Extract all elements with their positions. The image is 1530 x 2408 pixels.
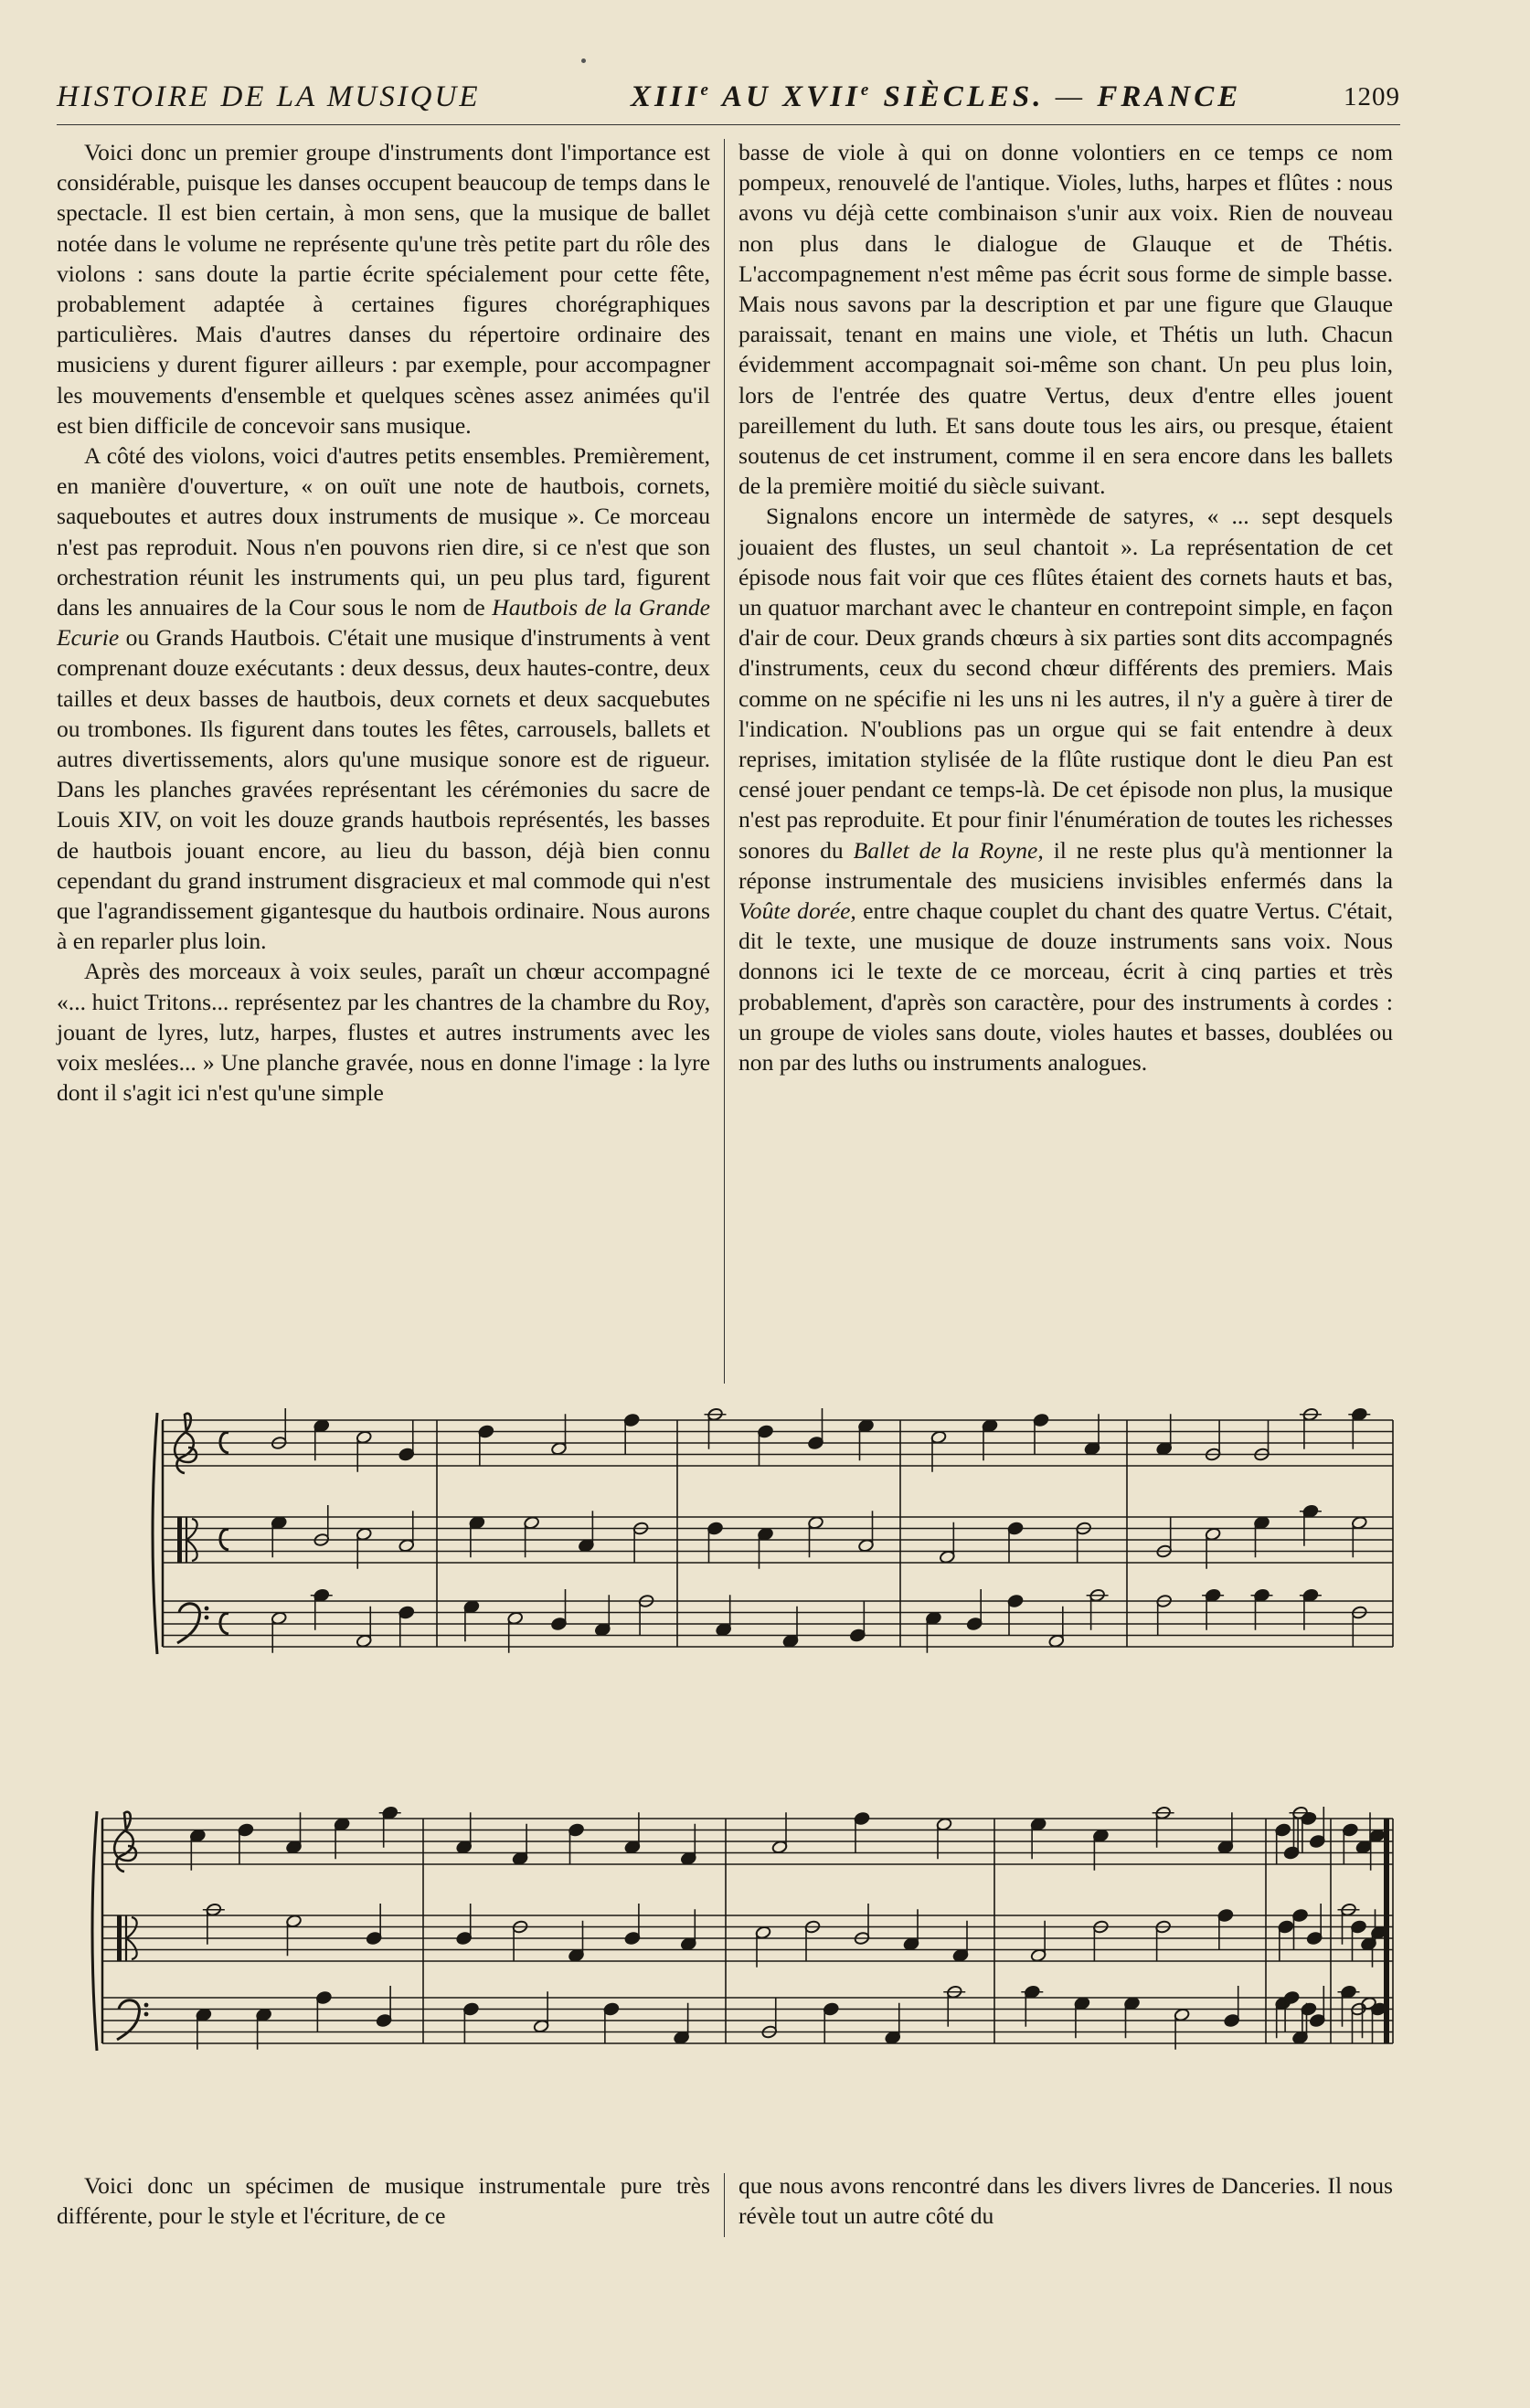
paragraph: Voici donc un spécimen de musique instrumentale pure très différente, pour le style et l'écriture, de ce xyxy=(57,2172,710,2230)
century-b: AU XVII xyxy=(711,80,861,113)
text-run: il ne reste plus qu'à mentionner la réponse instrumentale des musiciens invisibles enfermés dans la xyxy=(738,836,1393,894)
italic-title: Hautbois de la Grande Ecurie xyxy=(57,594,710,652)
paragraph: que nous avons rencontré dans les divers livres de Danceries. Il nous révèle tout un autre côté du xyxy=(738,2172,1393,2230)
sup-b: e xyxy=(860,80,873,100)
header-dash: — xyxy=(1044,80,1098,113)
bass-clef-dot xyxy=(205,1616,209,1620)
paragraph: Après des morceaux à voix seules, paraît un chœur accompagné «... huict Tritons... représentez par les chantres de la chambre du Roy, jouant de lyres, lutz, harpes, flustes et autres instruments avec les voix meslées... » Une planche gravée, nous en donne l'image : la lyre dont il s'agit ici n'est qu'une simple xyxy=(57,958,710,1107)
century-a: XIII xyxy=(631,80,701,113)
column-rule-bottom xyxy=(724,2173,725,2237)
centuries-word: SIÈCLES. xyxy=(872,80,1045,113)
system-bracket xyxy=(92,1811,97,2051)
bass-clef-dot xyxy=(144,2003,149,2008)
system-bracket xyxy=(153,1413,157,1654)
final-barline xyxy=(1384,1819,1389,2043)
bottom-left-text xyxy=(57,2170,710,2231)
text-run: ou Grands Hautbois. C'était une musique d'instruments à vent comprenant douze exécutants : deux dessus, deux hautes-contre, deux tailles et deux basses de hautbois, deux cornets et deux sacquebutes ou trombones. Ils figurent dans toutes les fêtes, carrousels, ballets et autres divertissements, alors qu'une musique sonore est de rigueur. Dans les planches gravées représentant les cérémonies du sacre de Louis XIV, on voit les douze grands hautbois représentés, les basses de hautbois jouant encore, au lieu du basson, déjà bien connu cependant du grand instrument disgracieux et mal commode qui n'est que l'agrandissement gigantesque du hautbois ordinaire. Nous aurons à en reparler plus loin. xyxy=(57,624,710,955)
italic-title: Ballet de la Royne, xyxy=(853,836,1044,864)
score-system-2 xyxy=(92,1806,1393,2051)
c-clef-icon xyxy=(177,1517,182,1563)
score-system-1 xyxy=(153,1407,1393,1654)
paragraph: basse de viole à qui on donne volontiers en ce temps ce nom pompeux, renouvelé de l'antique. Violes, luths, harpes et flûtes : nous avons vu déjà cette combinaison s'unir aux voix. Rien de nouveau non plus dans le dialogue de Glauque et de Thétis. L'accompagnement n'est même pas écrit sous forme de simple basse. Mais nous savons par la description et par une figure que Glauque paraissait, tenant en mains une viole, et Thétis un luth. Chacun évidemment accompagnait soi-même son chant. Un peu plus loin, lors de l'entrée des quatre Vertus, deux d'entre elles jouent pareillement du luth. Et sans doute tous les airs, ou presque, étaient soutenus de cet instrument, comme il en sera encore dans les ballets de la première moitié du siècle suivant. xyxy=(738,139,1393,500)
page-number: 1209 xyxy=(1344,82,1400,111)
country-word: FRANCE xyxy=(1097,80,1242,113)
italic-title: Voûte dorée, xyxy=(738,897,856,925)
text-run: A côté des violons, voici d'autres petits ensembles. Premièrement, en manière d'ouverture, « on ouït une note de hautbois, cornets, saqueboutes et autres doux instruments de musique ». Ce morceau n'est pas reproduit. Nous n'en pouvons rien dire, si ce n'est que son orchestration réunit les instruments qui, un peu plus tard, figurent dans les annuaires de la Cour sous le nom de xyxy=(57,442,710,621)
text-run: entre chaque couplet du chant des quatre Vertus. C'était, dit le texte, une musique de douze instruments sans voix. Nous donnons ici le texte de ce morceau, écrit à cinq parties et très probablement, d'après son caractère, pour des instruments à cordes : un groupe de violes sans doute, violes hautes et basses, doublées ou non par des luths ou instruments analogues. xyxy=(738,897,1393,1077)
header-left-title: HISTOIRE DE LA MUSIQUE xyxy=(57,80,481,113)
paragraph: Voici donc un premier groupe d'instruments dont l'importance est considérable, puisque les danses occupent beaucoup de temps dans le spectacle. Il est bien certain, à mon sens, que la musique de ballet notée dans le volume ne représente qu'une très petite part du rôle des violons : sans doute la partie écrite spécialement pour cette fête, probablement adaptée à certaines figures chorégraphiques particulières. Mais d'autres danses du répertoire ordinaire des musiciens y durent figurer ailleurs : par exemple, pour accompagner les mouvements d'ensemble et quelques scènes assez animées qu'il est bien difficile de concevoir sans musique. xyxy=(57,139,710,439)
text-run: Signalons encore un intermède de satyres, « ... sept desquels jouaient des flustes, un seul chantoit ». La représentation de cet épisode nous fait voir que ces flûtes étaient des cornets hauts et bas, un quatuor marchant avec le chanteur en contrepoint simple, en façon d'air de cour. Deux grands chœurs à six parties sont dits accompagnés d'instruments, ceux du second chœur différents des premiers. Mais comme on ne spécifie ni les uns ni les autres, il n'y a guère à tirer de l'indication. N'oublions pas un orgue qui se fait entendre à deux reprises, imitation stylisée de la flûte rustique dont le dieu Pan est censé jouer pendant ce temps-là. De cet épisode non plus, la musique n'est pas reproduite. Et pour finir l'énumération de toutes les richesses sonores du xyxy=(738,503,1393,864)
bottom-right-text xyxy=(738,2170,1393,2231)
bass-clef-dot xyxy=(144,2012,149,2017)
c-clef-icon xyxy=(117,1915,122,1961)
sup-a: e xyxy=(700,80,712,100)
bass-clef-dot xyxy=(205,1607,209,1611)
